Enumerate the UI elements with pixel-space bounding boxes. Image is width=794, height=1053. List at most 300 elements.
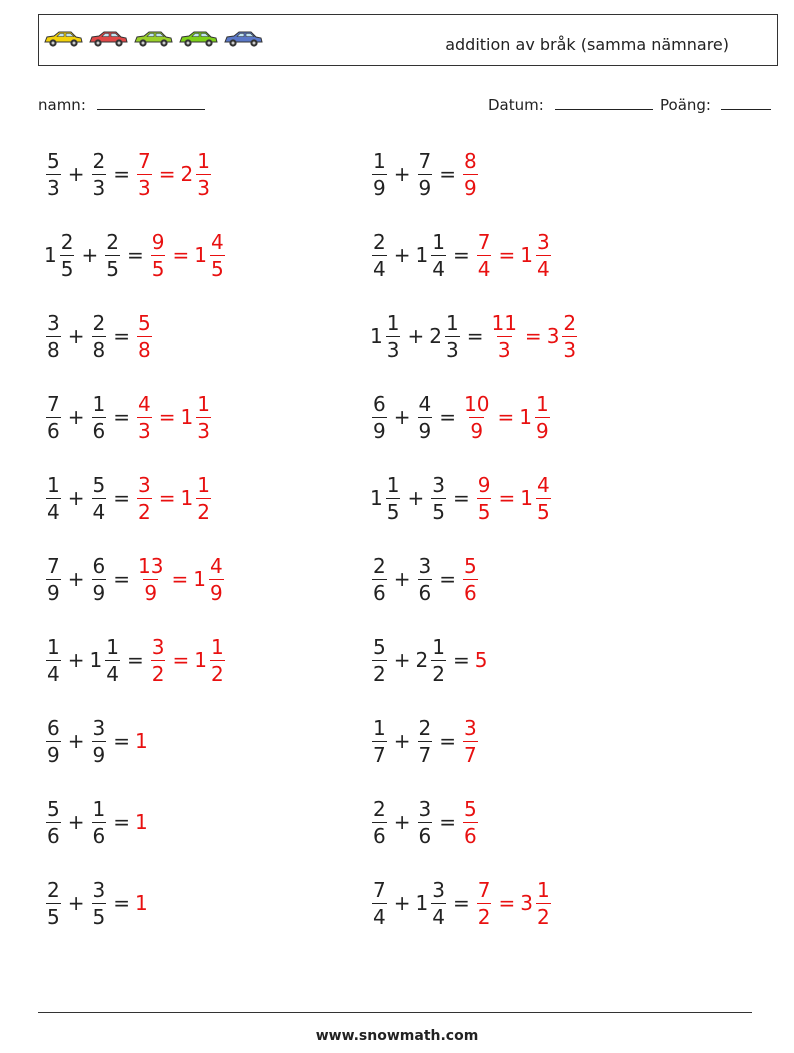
answer-mixed bbox=[546, 310, 579, 362]
whole-number: 1 bbox=[520, 486, 533, 510]
denominator: 3 bbox=[138, 418, 151, 443]
denominator: 2 bbox=[477, 904, 491, 929]
equals-sign: = bbox=[126, 648, 144, 672]
addend-a bbox=[370, 148, 389, 200]
denominator: 6 bbox=[47, 823, 60, 848]
fraction bbox=[210, 229, 225, 281]
answer bbox=[475, 229, 553, 281]
denominator: 3 bbox=[386, 337, 400, 362]
answer bbox=[461, 796, 480, 848]
denominator: 6 bbox=[92, 418, 106, 443]
equals-sign: = bbox=[498, 486, 516, 510]
problem-7 bbox=[44, 385, 213, 449]
car-icons bbox=[42, 29, 264, 53]
score-label: Poäng: bbox=[660, 96, 711, 114]
answer-mixed bbox=[193, 553, 225, 605]
addend-b bbox=[90, 553, 109, 605]
plus-sign: + bbox=[67, 162, 85, 186]
numerator: 5 bbox=[464, 553, 477, 578]
addend-b bbox=[416, 796, 435, 848]
fraction bbox=[372, 715, 387, 767]
whole-number: 1 bbox=[193, 567, 206, 591]
answer-mixed bbox=[520, 472, 552, 524]
numerator: 11 bbox=[491, 310, 517, 335]
fraction bbox=[46, 553, 61, 605]
answer bbox=[475, 472, 553, 524]
numerator: 1 bbox=[210, 634, 224, 659]
fraction bbox=[372, 148, 387, 200]
plus-sign: + bbox=[407, 486, 425, 510]
fraction bbox=[151, 634, 166, 686]
fraction bbox=[46, 148, 61, 200]
addend-b bbox=[90, 472, 109, 524]
plus-sign: + bbox=[67, 405, 85, 429]
numerator: 5 bbox=[464, 796, 477, 821]
car-icon-4 bbox=[177, 29, 219, 53]
numerator: 6 bbox=[373, 391, 386, 416]
fraction bbox=[418, 148, 433, 200]
problem-3 bbox=[44, 223, 227, 287]
addend-b bbox=[415, 229, 448, 281]
denominator: 9 bbox=[418, 418, 432, 443]
equals-sign: = bbox=[498, 243, 516, 267]
addend-a bbox=[370, 229, 389, 281]
numerator: 4 bbox=[138, 391, 151, 416]
fraction bbox=[92, 310, 107, 362]
answer-improper bbox=[135, 472, 154, 524]
equals-sign: = bbox=[524, 324, 542, 348]
addend-a bbox=[44, 715, 63, 767]
plus-sign: + bbox=[393, 810, 411, 834]
answer-mixed bbox=[194, 229, 226, 281]
answer-improper bbox=[135, 810, 149, 834]
addend-b bbox=[415, 877, 448, 929]
fraction bbox=[431, 634, 446, 686]
numerator: 7 bbox=[477, 877, 491, 902]
problem-12 bbox=[370, 547, 480, 611]
equals-sign: = bbox=[439, 810, 456, 834]
fraction bbox=[372, 877, 387, 929]
denominator: 3 bbox=[47, 175, 60, 200]
answer bbox=[475, 877, 553, 929]
answer bbox=[135, 729, 149, 753]
equals-sign: = bbox=[466, 324, 484, 348]
fraction bbox=[137, 391, 152, 443]
numerator: 1 bbox=[106, 634, 119, 659]
addend-b bbox=[416, 715, 435, 767]
header-box bbox=[38, 14, 778, 66]
addend-b bbox=[90, 796, 109, 848]
car-icon-2 bbox=[87, 29, 129, 53]
plus-sign: + bbox=[67, 567, 85, 591]
fraction bbox=[92, 472, 107, 524]
addend-a bbox=[44, 553, 63, 605]
fraction bbox=[209, 553, 224, 605]
fraction bbox=[92, 391, 107, 443]
addend-b bbox=[90, 877, 109, 929]
numerator: 3 bbox=[47, 310, 60, 335]
answer-improper bbox=[149, 229, 168, 281]
numerator: 1 bbox=[386, 310, 400, 335]
numerator: 1 bbox=[197, 472, 210, 497]
addend-b bbox=[416, 553, 435, 605]
equals-sign: = bbox=[439, 729, 456, 753]
whole-number: 1 bbox=[135, 891, 148, 915]
answer bbox=[149, 634, 227, 686]
plus-sign: + bbox=[407, 324, 425, 348]
fraction bbox=[418, 715, 433, 767]
denominator: 5 bbox=[47, 904, 60, 929]
fraction bbox=[92, 148, 107, 200]
numerator: 3 bbox=[418, 553, 432, 578]
answer-improper bbox=[135, 891, 149, 915]
equals-sign: = bbox=[113, 810, 130, 834]
denominator: 5 bbox=[432, 499, 445, 524]
whole-number: 2 bbox=[180, 162, 194, 186]
answer bbox=[135, 310, 154, 362]
answer-improper bbox=[461, 553, 480, 605]
denominator: 2 bbox=[197, 499, 210, 524]
answer bbox=[461, 553, 480, 605]
numerator: 2 bbox=[60, 229, 74, 254]
numerator: 1 bbox=[535, 391, 549, 416]
fraction bbox=[196, 148, 211, 200]
numerator: 4 bbox=[210, 229, 224, 254]
fraction bbox=[536, 472, 551, 524]
fraction bbox=[196, 391, 211, 443]
whole-number: 1 bbox=[520, 243, 533, 267]
answer bbox=[135, 810, 149, 834]
addend-a bbox=[44, 796, 63, 848]
numerator: 7 bbox=[47, 553, 60, 578]
fraction bbox=[463, 715, 478, 767]
answer-improper bbox=[461, 391, 492, 443]
answer-mixed bbox=[520, 229, 552, 281]
addend-a bbox=[44, 310, 63, 362]
fraction bbox=[418, 796, 433, 848]
addend-b bbox=[416, 148, 435, 200]
denominator: 3 bbox=[563, 337, 577, 362]
equals-sign: = bbox=[113, 729, 130, 753]
denominator: 8 bbox=[138, 337, 151, 362]
equals-sign: = bbox=[113, 891, 130, 915]
car-icon-1 bbox=[42, 29, 84, 53]
fraction bbox=[418, 553, 433, 605]
fraction bbox=[463, 148, 478, 200]
car-icon-5 bbox=[222, 29, 264, 53]
denominator: 6 bbox=[464, 580, 477, 605]
whole-number: 1 bbox=[194, 648, 207, 672]
equals-sign: = bbox=[452, 486, 470, 510]
answer-mixed bbox=[180, 148, 213, 200]
date-label: Datum: bbox=[488, 96, 544, 114]
equals-sign: = bbox=[113, 405, 130, 429]
answer bbox=[461, 391, 552, 443]
denominator: 3 bbox=[497, 337, 511, 362]
problem-19 bbox=[44, 871, 149, 935]
denominator: 9 bbox=[47, 742, 60, 767]
equals-sign: = bbox=[158, 405, 176, 429]
problem-15 bbox=[44, 709, 149, 773]
denominator: 7 bbox=[418, 742, 432, 767]
numerator: 2 bbox=[418, 715, 432, 740]
answer bbox=[475, 648, 489, 672]
problem-5 bbox=[44, 304, 154, 368]
equals-sign: = bbox=[452, 648, 470, 672]
car-icon bbox=[132, 29, 174, 49]
answer-improper bbox=[475, 648, 489, 672]
fraction bbox=[210, 634, 225, 686]
addend-b bbox=[89, 634, 122, 686]
addend-b bbox=[90, 310, 109, 362]
addend-b bbox=[90, 148, 109, 200]
denominator: 4 bbox=[47, 661, 60, 686]
numerator: 1 bbox=[197, 391, 210, 416]
numerator: 3 bbox=[432, 472, 445, 497]
addend-b bbox=[103, 229, 122, 281]
denominator: 4 bbox=[432, 256, 445, 281]
plus-sign: + bbox=[81, 243, 99, 267]
numerator: 4 bbox=[536, 472, 550, 497]
fraction bbox=[46, 472, 61, 524]
whole-number: 1 bbox=[135, 729, 148, 753]
numerator: 7 bbox=[373, 877, 386, 902]
fraction bbox=[46, 310, 61, 362]
equals-sign: = bbox=[172, 648, 190, 672]
answer bbox=[461, 715, 480, 767]
denominator: 6 bbox=[418, 580, 432, 605]
name-blank bbox=[97, 95, 205, 110]
numerator: 3 bbox=[464, 715, 477, 740]
numerator: 2 bbox=[106, 229, 119, 254]
denominator: 9 bbox=[373, 418, 386, 443]
fraction bbox=[431, 472, 446, 524]
whole-number: 1 bbox=[370, 324, 383, 348]
fraction bbox=[372, 391, 387, 443]
addend-a bbox=[44, 877, 63, 929]
denominator: 5 bbox=[386, 499, 400, 524]
equals-sign: = bbox=[439, 567, 456, 591]
equals-sign: = bbox=[113, 324, 130, 348]
denominator: 4 bbox=[536, 256, 550, 281]
whole-number: 2 bbox=[415, 648, 429, 672]
answer bbox=[135, 553, 226, 605]
whole-number: 1 bbox=[194, 243, 207, 267]
equals-sign: = bbox=[126, 243, 144, 267]
denominator: 3 bbox=[197, 175, 210, 200]
equals-sign: = bbox=[158, 486, 176, 510]
numerator: 1 bbox=[373, 148, 386, 173]
whole-number: 5 bbox=[474, 648, 488, 672]
date-field bbox=[488, 95, 653, 114]
denominator: 9 bbox=[535, 418, 549, 443]
equals-sign: = bbox=[439, 405, 456, 429]
score-blank bbox=[721, 95, 771, 110]
answer-improper bbox=[135, 729, 149, 753]
denominator: 9 bbox=[464, 175, 477, 200]
equals-sign: = bbox=[452, 891, 470, 915]
whole-number: 1 bbox=[89, 648, 103, 672]
numerator: 1 bbox=[47, 634, 60, 659]
fraction bbox=[372, 229, 387, 281]
fraction bbox=[562, 310, 577, 362]
answer bbox=[135, 472, 213, 524]
answer-improper bbox=[461, 148, 480, 200]
denominator: 4 bbox=[373, 904, 386, 929]
fraction bbox=[386, 472, 401, 524]
car-icon-3 bbox=[132, 29, 174, 53]
answer-mixed bbox=[194, 634, 226, 686]
numerator: 4 bbox=[418, 391, 432, 416]
fraction bbox=[372, 634, 387, 686]
answer-improper bbox=[461, 796, 480, 848]
numerator: 3 bbox=[536, 229, 550, 254]
denominator: 6 bbox=[464, 823, 477, 848]
addend-b bbox=[429, 310, 461, 362]
fraction bbox=[372, 796, 387, 848]
denominator: 2 bbox=[536, 904, 550, 929]
numerator: 1 bbox=[197, 148, 210, 173]
answer-improper bbox=[488, 310, 519, 362]
addend-b bbox=[90, 715, 109, 767]
answer-improper bbox=[135, 391, 154, 443]
fraction bbox=[46, 796, 61, 848]
denominator: 3 bbox=[138, 175, 151, 200]
answer bbox=[461, 148, 480, 200]
denominator: 4 bbox=[106, 661, 119, 686]
problem-10 bbox=[370, 466, 553, 530]
fraction bbox=[151, 229, 166, 281]
fraction bbox=[536, 877, 551, 929]
fraction bbox=[92, 553, 107, 605]
footer-divider bbox=[38, 1012, 752, 1013]
numerator: 9 bbox=[151, 229, 165, 254]
denominator: 4 bbox=[432, 904, 445, 929]
denominator: 8 bbox=[47, 337, 60, 362]
denominator: 4 bbox=[47, 499, 60, 524]
numerator: 1 bbox=[536, 877, 550, 902]
addend-b bbox=[416, 391, 435, 443]
addend-b bbox=[90, 391, 109, 443]
numerator: 7 bbox=[477, 229, 491, 254]
numerator: 13 bbox=[138, 553, 164, 578]
numerator: 2 bbox=[47, 877, 60, 902]
plus-sign: + bbox=[393, 243, 411, 267]
whole-number: 1 bbox=[519, 405, 532, 429]
denominator: 5 bbox=[60, 256, 74, 281]
numerator: 2 bbox=[373, 796, 386, 821]
problem-18 bbox=[370, 790, 480, 854]
answer bbox=[488, 310, 579, 362]
car-icon bbox=[87, 29, 129, 49]
denominator: 6 bbox=[373, 580, 386, 605]
denominator: 2 bbox=[210, 661, 224, 686]
whole-number: 1 bbox=[44, 243, 57, 267]
denominator: 7 bbox=[373, 742, 386, 767]
problem-9 bbox=[44, 466, 213, 530]
fraction bbox=[46, 715, 61, 767]
answer bbox=[135, 391, 213, 443]
denominator: 6 bbox=[47, 418, 60, 443]
fraction bbox=[46, 391, 61, 443]
equals-sign: = bbox=[172, 243, 190, 267]
whole-number: 3 bbox=[520, 891, 533, 915]
plus-sign: + bbox=[67, 729, 85, 753]
numerator: 1 bbox=[386, 472, 400, 497]
fraction bbox=[477, 229, 492, 281]
fraction bbox=[477, 472, 492, 524]
numerator: 7 bbox=[47, 391, 60, 416]
numerator: 3 bbox=[432, 877, 445, 902]
whole-number: 2 bbox=[429, 324, 442, 348]
denominator: 5 bbox=[151, 256, 165, 281]
numerator: 2 bbox=[92, 148, 106, 173]
denominator: 6 bbox=[373, 823, 386, 848]
fraction bbox=[92, 715, 107, 767]
denominator: 9 bbox=[92, 580, 106, 605]
denominator: 5 bbox=[477, 499, 491, 524]
equals-sign: = bbox=[113, 486, 130, 510]
addend-a bbox=[370, 877, 389, 929]
plus-sign: + bbox=[393, 891, 411, 915]
fraction bbox=[477, 877, 492, 929]
name-label: namn: bbox=[38, 96, 86, 114]
car-icon bbox=[222, 29, 264, 49]
score-field bbox=[660, 95, 771, 114]
numerator: 1 bbox=[92, 796, 106, 821]
equals-sign: = bbox=[158, 162, 176, 186]
denominator: 9 bbox=[144, 580, 158, 605]
denominator: 2 bbox=[432, 661, 445, 686]
denominator: 3 bbox=[197, 418, 210, 443]
whole-number: 1 bbox=[180, 405, 194, 429]
addend-a bbox=[370, 391, 389, 443]
addend-a bbox=[44, 634, 63, 686]
denominator: 5 bbox=[536, 499, 550, 524]
addend-a bbox=[370, 553, 389, 605]
numerator: 4 bbox=[209, 553, 223, 578]
fraction bbox=[196, 472, 211, 524]
addend-a bbox=[370, 796, 389, 848]
numerator: 3 bbox=[138, 472, 151, 497]
equals-sign: = bbox=[171, 567, 189, 591]
answer-mixed bbox=[519, 391, 551, 443]
answer-improper bbox=[461, 715, 480, 767]
numerator: 1 bbox=[445, 310, 459, 335]
denominator: 9 bbox=[470, 418, 484, 443]
answer-improper bbox=[149, 634, 168, 686]
numerator: 6 bbox=[92, 553, 106, 578]
plus-sign: + bbox=[393, 162, 411, 186]
numerator: 5 bbox=[92, 472, 106, 497]
problem-20 bbox=[370, 871, 553, 935]
numerator: 5 bbox=[47, 796, 60, 821]
plus-sign: + bbox=[67, 486, 85, 510]
numerator: 1 bbox=[432, 229, 445, 254]
fraction bbox=[372, 553, 387, 605]
problem-14 bbox=[370, 628, 488, 692]
denominator: 5 bbox=[106, 256, 119, 281]
numerator: 2 bbox=[373, 229, 386, 254]
numerator: 3 bbox=[151, 634, 165, 659]
fraction bbox=[535, 391, 550, 443]
footer-url: www.snowmath.com bbox=[315, 1028, 479, 1044]
denominator: 2 bbox=[138, 499, 151, 524]
answer-improper bbox=[135, 148, 154, 200]
answer-improper bbox=[475, 877, 494, 929]
addend-a bbox=[370, 715, 389, 767]
answer-improper bbox=[135, 553, 166, 605]
